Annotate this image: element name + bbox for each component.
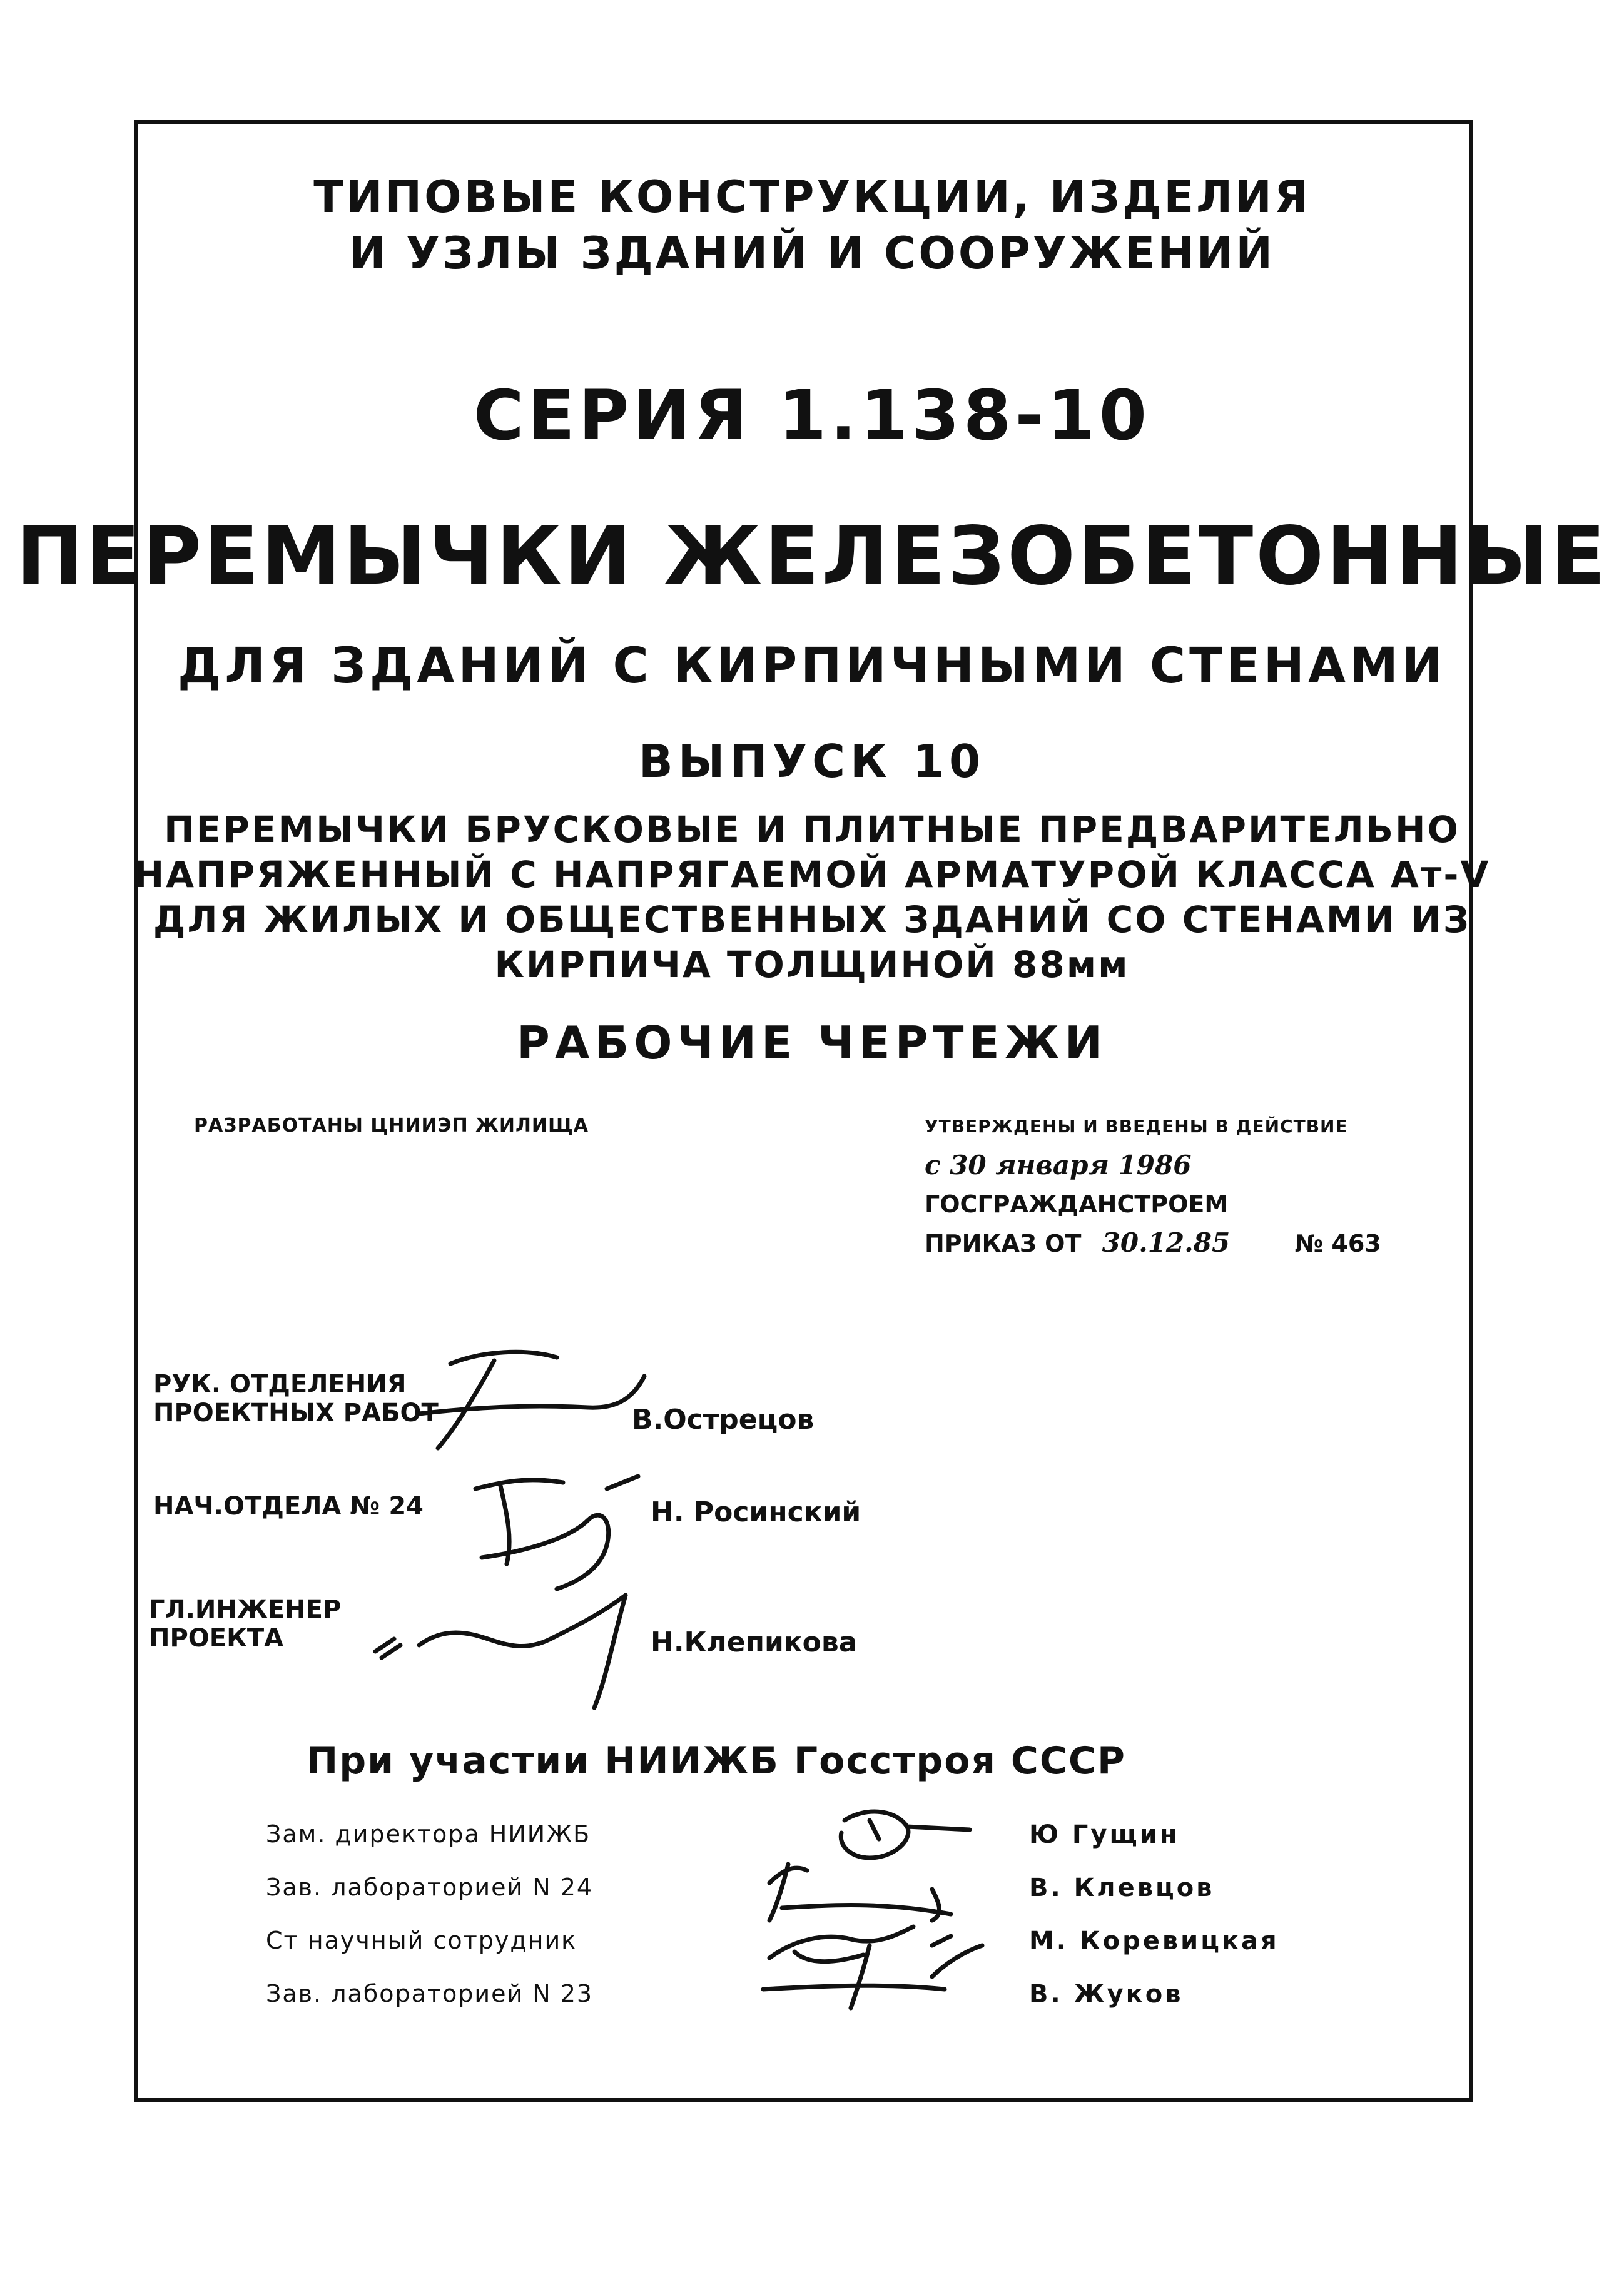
signatory-role-3-line-2: ПРОЕКТА: [149, 1624, 284, 1653]
header-line-2: И УЗЛЫ ЗДАНИЙ И СООРУЖЕНИЙ: [349, 228, 1275, 279]
approval-authority: ГОСГРАЖДАНСТРОЕМ: [925, 1190, 1229, 1218]
working-drawings-title: РАБОЧИЕ ЧЕРТЕЖИ: [516, 1017, 1108, 1069]
signature-3-stroke-1: [375, 1595, 626, 1708]
series-category-title: [0, 169, 1624, 281]
participant-name-4: В. Жуков: [1029, 1980, 1184, 2009]
signatory-role-3: [149, 1595, 341, 1653]
signatory-role-1-line-2: ПРОЕКТНЫХ РАБОТ: [153, 1399, 439, 1428]
description-line-2: НАПРЯЖЕННЫЙ С НАПРЯГАЕМОЙ АРМАТУРОЙ КЛАССА Ат-V: [133, 853, 1491, 896]
signatory-role-1-line-1: РУК. ОТДЕЛЕНИЯ: [153, 1370, 407, 1399]
order-label: ПРИКАЗ ОТ: [925, 1230, 1082, 1257]
participant-signature-3: [769, 1927, 951, 1962]
approval-line-1: УТВЕРЖДЕНЫ И ВВЕДЕНЫ В ДЕЙСТВИЕ: [925, 1116, 1348, 1137]
participant-role-2: Зав. лабораторией N 24: [266, 1874, 594, 1901]
document-subtitle: ДЛЯ ЗДАНИЙ С КИРПИЧНЫМИ СТЕНАМИ: [177, 638, 1447, 694]
order-number: № 463: [1294, 1230, 1381, 1257]
signatory-role-1: [153, 1370, 439, 1428]
participant-role-4: Зав. лабораторией N 23: [266, 1980, 594, 2007]
participant-name-3: М. Коревицкая: [1029, 1927, 1279, 1955]
participant-signatures: [744, 1802, 1007, 2008]
description-line-4: КИРПИЧА ТОЛЩИНОЙ 88мм: [494, 943, 1130, 986]
issue-number: ВЫПУСК 10: [638, 735, 986, 788]
signature-1-stroke-1: [419, 1352, 644, 1448]
participant-name-1: Ю Гущин: [1029, 1820, 1180, 1849]
order-date: 30.12.85: [1102, 1227, 1231, 1258]
signatory-role-2: [153, 1492, 424, 1521]
approval-order: [925, 1224, 1381, 1263]
participant-signature-2: [769, 1864, 951, 1920]
signature-2: [463, 1464, 651, 1595]
developed-by: РАЗРАБОТАНЫ ЦНИИЭП ЖИЛИЩА: [194, 1115, 589, 1137]
signatory-name-3: Н.Клепикова: [651, 1626, 858, 1658]
signature-2-stroke-1: [475, 1476, 638, 1589]
approval-block: [925, 1107, 1381, 1263]
signature-3: [363, 1589, 651, 1714]
signatory-role-2-line-1: НАЧ.ОТДЕЛА № 24: [153, 1492, 424, 1521]
signatory-name-1: В.Острецов: [632, 1404, 815, 1436]
description-line-1: ПЕРЕМЫЧКИ БРУСКОВЫЕ И ПЛИТНЫЕ ПРЕДВАРИТЕЛЬНО: [164, 808, 1460, 851]
series-number: СЕРИЯ 1.138-10: [473, 375, 1151, 455]
signature-1: [400, 1339, 663, 1464]
header-line-1: ТИПОВЫЕ КОНСТРУКЦИИ, ИЗДЕЛИЯ: [313, 171, 1311, 223]
signatory-role-3-line-1: ГЛ.ИНЖЕНЕР: [149, 1595, 342, 1624]
signatory-name-2: Н. Росинский: [651, 1496, 861, 1528]
approval-date: с 30 января 1986: [925, 1150, 1192, 1180]
participant-role-1: Зам. директора НИИЖБ: [266, 1820, 591, 1848]
participant-name-2: В. Клевцов: [1029, 1874, 1215, 1902]
participation-title: При участии НИИЖБ Госстроя СССР: [307, 1739, 1126, 1783]
description-line-3: ДЛЯ ЖИЛЫХ И ОБЩЕСТВЕННЫХ ЗДАНИЙ СО СТЕНАМИ ИЗ: [153, 898, 1471, 941]
issue-description: [0, 807, 1624, 987]
document-title: ПЕРЕМЫЧКИ ЖЕЛЕЗОБЕТОННЫЕ: [16, 510, 1608, 603]
participant-signature-1: [841, 1812, 970, 1858]
participant-role-3: Ст научный сотрудник: [266, 1927, 577, 1954]
